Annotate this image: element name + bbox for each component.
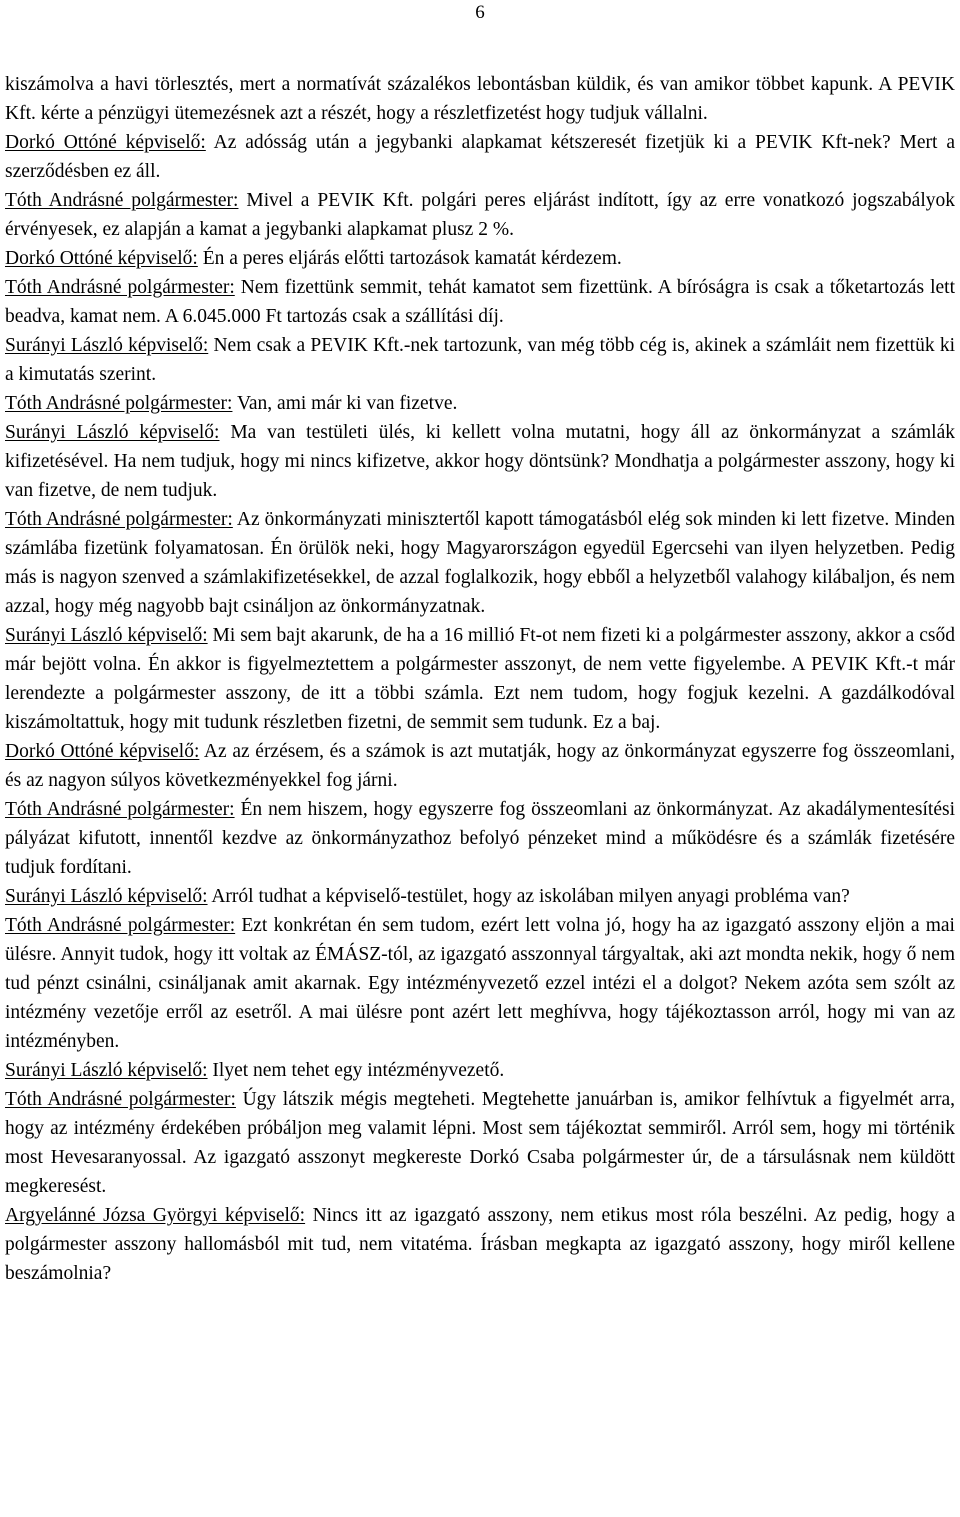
paragraph xyxy=(5,737,955,795)
speaker-name: Surányi László képviselő: xyxy=(5,886,208,907)
paragraph xyxy=(5,70,955,128)
paragraph xyxy=(5,418,955,505)
paragraph-text: Nem csak a PEVIK Kft.-nek tartozunk, van még több cég is, akinek a számláit nem fizettük ki a kimutatás szerint. xyxy=(5,335,955,385)
paragraph xyxy=(5,882,955,911)
paragraph xyxy=(5,331,955,389)
speaker-name: Tóth Andrásné polgármester: xyxy=(5,277,235,298)
paragraph-text: Ezt konkrétan én sem tudom, ezért lett volna jó, hogy ha az igazgató asszony eljön a mai ülésre. Annyit tudok, hogy itt voltak az ÉMÁSZ-tól, az igazgató asszonnyal tárgyaltak, aki azt mondta nekik, hogy ő nem tud pénzt csinálni, csináljanak amit akarnak. Egy intézményvezető ezzel intézi el a dolgot? Nekem azóta sem szólt az intézmény vezetője erről az esetről. A mai ülésre pont azért lett meghívva, hogy tájékoztasson arról, hogy mi van az intézményben. xyxy=(5,915,955,1052)
paragraph-text: Ilyet nem tehet egy intézményvezető. xyxy=(207,1060,505,1081)
paragraph xyxy=(5,1085,955,1201)
paragraph-text: Ma van testületi ülés, ki kellett volna mutatni, hogy áll az önkormányzat a számlák kifizetésével. Ha nem tudjuk, hogy mi nincs kifizetve, akkor hogy döntsünk? Mondhatja a polgármester asszony, hogy ki van fizetve, de nem tudjuk. xyxy=(5,422,956,501)
speaker-name: Dorkó Ottóné képviselő: xyxy=(5,248,198,269)
page-number: 6 xyxy=(475,2,485,23)
document-body xyxy=(5,70,955,1288)
speaker-name: Surányi László képviselő: xyxy=(5,1060,208,1081)
paragraph-text: Nincs itt az igazgató asszony, nem etikus most róla beszélni. Az pedig, hogy a polgármester asszony hallomásból mit tud, nem vitatéma. Írásban megkapta az igazgató asszony, hogy miről kellene beszámolnia? xyxy=(5,1205,955,1284)
speaker-name: Surányi László képviselő: xyxy=(5,335,209,356)
paragraph xyxy=(5,1201,955,1288)
paragraph-text: kiszámolva a havi törlesztés, mert a normatívát százalékos lebontásban küldik, és van amikor többet kapunk. A PEVIK Kft. kérte a pénzügyi ütemezésnek azt a részét, hogy a részletfizetést hogy tudjuk vállalni. xyxy=(5,74,955,124)
paragraph-text: Van, ami már ki van fizetve. xyxy=(232,393,458,414)
speaker-name: Tóth Andrásné polgármester: xyxy=(5,1089,236,1110)
paragraph-text: Én nem hiszem, hogy egyszerre fog összeomlani az önkormányzat. Az akadálymentesítési pályázat kifutott, innentől kezdve az önkormányzathoz befolyó pénzeket mind a működésre és a számlák fizetésére tudjuk fordítani. xyxy=(5,799,955,878)
paragraph-text: Az az érzésem, és a számok is azt mutatják, hogy az önkormányzat egyszerre fog összeomlani, és az nagyon súlyos következményekkel fog járni. xyxy=(5,741,955,791)
speaker-name: Tóth Andrásné polgármester: xyxy=(5,509,233,530)
paragraph-text: Az adósság után a jegybanki alapkamat kétszeresét fizetjük ki a PEVIK Kft-nek? Mert a szerződésben ez áll. xyxy=(5,132,955,182)
paragraph xyxy=(5,795,955,882)
paragraph xyxy=(5,273,955,331)
speaker-name: Tóth Andrásné polgármester: xyxy=(5,393,233,414)
paragraph-text: Az önkormányzati minisztertől kapott támogatásból elég sok minden ki lett fizetve. Minden számlába fizetünk folyamatosan. Én örülök neki, hogy Magyarországon egyedül Egercsehi van ilyen helyzetben. Pedig más is nagyon szenved a számlakifizetésekkel, de azzal foglalkozik, hogy ebből a helyzetből valahogy kilábaljon, és nem azzal, hogy még nagyobb bajt csináljon az önkormányzatnak. xyxy=(5,509,955,617)
paragraph xyxy=(5,186,955,244)
paragraph-text: Mi sem bajt akarunk, de ha a 16 millió Ft-ot nem fizeti ki a polgármester asszony, akkor a csőd már bejött volna. Én akkor is figyelmeztettem a polgármester asszonyt, de nem vette figyelembe. A PEVIK Kft.-t már lerendezte a polgármester asszony, de itt a többi számla. Ezt nem tudom, hogy fogjuk kezelni. A gazdálkodóval kiszámoltattuk, hogy mit tudunk részletben fizetni, de semmit sem tudunk. Ez a baj. xyxy=(5,625,955,733)
paragraph-text: Arról tudhat a képviselő-testület, hogy az iskolában milyen anyagi probléma van? xyxy=(207,886,850,907)
paragraph-text: Úgy látszik mégis megteheti. Megtehette januárban is, amikor felhívtuk a figyelmét arra, hogy az intézmény érdekében próbáljon meg valamit lépni. Most sem tájékoztat semmiről. Arról sem, hogy mi történik most Hevesaranyossal. Az igazgató asszonyt megkereste Dorkó Csaba polgármester úr, de a társulásnak nem küldött megkeresést. xyxy=(5,1089,955,1197)
paragraph xyxy=(5,621,955,737)
speaker-name: Dorkó Ottóné képviselő: xyxy=(5,741,200,762)
paragraph xyxy=(5,244,955,273)
paragraph-text: Mivel a PEVIK Kft. polgári peres eljárást indított, így az erre vonatkozó jogszabályok érvényesek, ez alapján a kamat a jegybanki alapkamat plusz 2 %. xyxy=(5,190,955,240)
paragraph xyxy=(5,1056,955,1085)
speaker-name: Argyelánné Józsa Györgyi képviselő: xyxy=(5,1205,306,1226)
speaker-name: Dorkó Ottóné képviselő: xyxy=(5,132,206,153)
paragraph-text: Én a peres eljárás előtti tartozások kamatát kérdezem. xyxy=(197,248,622,269)
paragraph xyxy=(5,911,955,1056)
paragraph xyxy=(5,389,955,418)
paragraph-text: Nem fizettünk semmit, tehát kamatot sem fizettünk. A bíróságra is csak a tőketartozás lett beadva, kamat nem. A 6.045.000 Ft tartozás csak a szállítási díj. xyxy=(5,277,955,327)
paragraph xyxy=(5,505,955,621)
speaker-name: Surányi László képviselő: xyxy=(5,422,220,443)
speaker-name: Tóth Andrásné polgármester: xyxy=(5,190,239,211)
speaker-name: Tóth Andrásné polgármester: xyxy=(5,915,236,936)
paragraph xyxy=(5,128,955,186)
speaker-name: Surányi László képviselő: xyxy=(5,625,208,646)
speaker-name: Tóth Andrásné polgármester: xyxy=(5,799,235,820)
